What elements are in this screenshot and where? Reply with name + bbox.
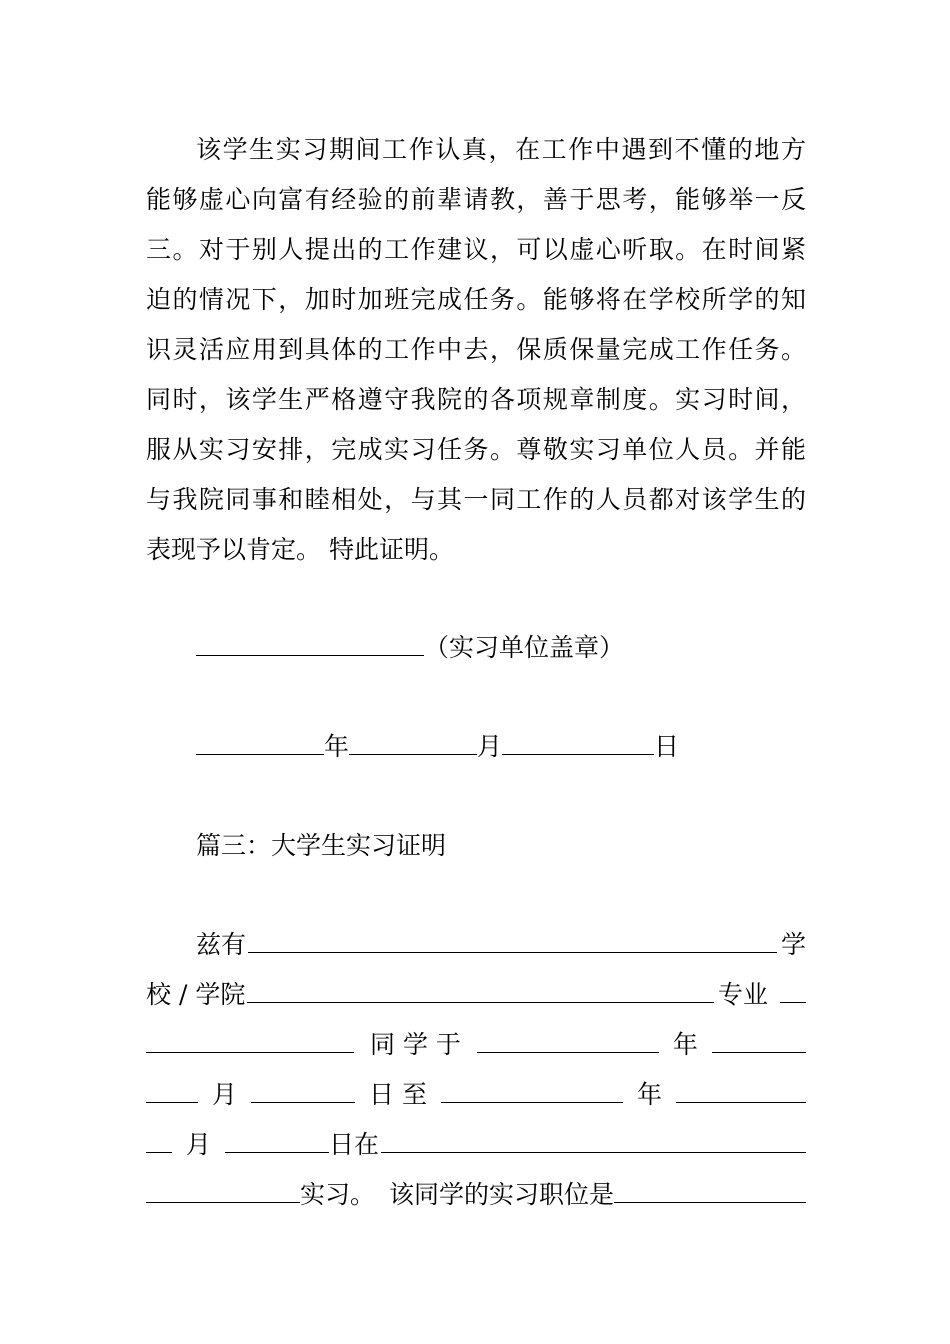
end-month-blank-a[interactable] [676, 1080, 806, 1103]
form-line-4 [146, 1070, 806, 1120]
school-blank[interactable] [247, 980, 714, 1003]
end-month-blank-b[interactable] [146, 1130, 172, 1153]
start-year-label: 年 [672, 1030, 698, 1059]
body-line: 该学生实习期间工作认真，在工作中遇到不懂的地方 [196, 135, 806, 164]
company-blank-a[interactable] [381, 1130, 806, 1153]
form-line-2 [146, 970, 806, 1020]
start-year-blank[interactable] [477, 1030, 659, 1053]
body-line: 同时，该学生严格遵守我院的各项规章制度。实习时间， [146, 385, 806, 414]
end-year-blank[interactable] [441, 1080, 623, 1103]
school-label: 校 / 学院 [146, 980, 246, 1009]
day-to-text: 日 至 [369, 1080, 427, 1109]
body-line: 能够虚心向富有经验的前辈请教，善于思考，能够举一反 [146, 185, 806, 214]
form-line-5 [146, 1120, 806, 1170]
student-name-blank[interactable] [248, 930, 777, 953]
date-line [196, 727, 679, 767]
end-day-blank[interactable] [225, 1130, 329, 1153]
section-title: 篇三：大学生实习证明 [196, 831, 447, 860]
end-year-label: 年 [636, 1080, 662, 1109]
major-label: 专业 [717, 980, 768, 1009]
end-month-label: 月 [186, 1130, 212, 1159]
day-blank[interactable] [502, 732, 654, 755]
form-line-1 [146, 920, 806, 970]
form-line-3 [146, 1020, 806, 1070]
intern-text: 实习。 [300, 1180, 376, 1209]
month-blank[interactable] [349, 732, 477, 755]
start-month-blank-b[interactable] [146, 1080, 198, 1103]
classmate-text: 同 学 于 [370, 1030, 461, 1059]
school-suffix: 学 [780, 930, 806, 959]
start-day-blank[interactable] [251, 1080, 355, 1103]
body-line: 三。对于别人提出的工作建议，可以虚心听取。在时间紧 [146, 235, 806, 264]
body-line: 服从实习安排，完成实习任务。尊敬实习单位人员。并能 [146, 435, 806, 464]
lead-text: 兹有 [196, 930, 247, 959]
day-at-text: 日在 [329, 1130, 380, 1159]
major-blank-start[interactable] [780, 980, 806, 1003]
seal-line [196, 628, 624, 668]
start-month-blank-a[interactable] [712, 1030, 806, 1053]
year-label: 年 [324, 732, 350, 761]
day-label: 日 [654, 732, 680, 761]
seal-blank[interactable] [196, 633, 424, 656]
month-label: 月 [477, 732, 503, 761]
position-blank[interactable] [614, 1180, 806, 1203]
year-blank[interactable] [196, 732, 324, 755]
form-paragraph [146, 920, 806, 1220]
body-paragraph [146, 125, 806, 575]
body-line: 迫的情况下，加时加班完成任务。能够将在学校所学的知 [146, 285, 806, 314]
company-blank-b[interactable] [146, 1180, 300, 1203]
start-month-label: 月 [212, 1080, 238, 1109]
major-blank[interactable] [146, 1030, 354, 1053]
form-line-6 [146, 1170, 806, 1220]
body-line: 与我院同事和睦相处，与其一同工作的人员都对该学生的 [146, 485, 806, 514]
position-label: 该同学的实习职位是 [389, 1180, 615, 1209]
body-line: 表现予以肯定。 特此证明。 [146, 535, 454, 564]
seal-label: （实习单位盖章） [424, 633, 625, 662]
body-line: 识灵活应用到具体的工作中去，保质保量完成工作任务。 [146, 335, 806, 364]
